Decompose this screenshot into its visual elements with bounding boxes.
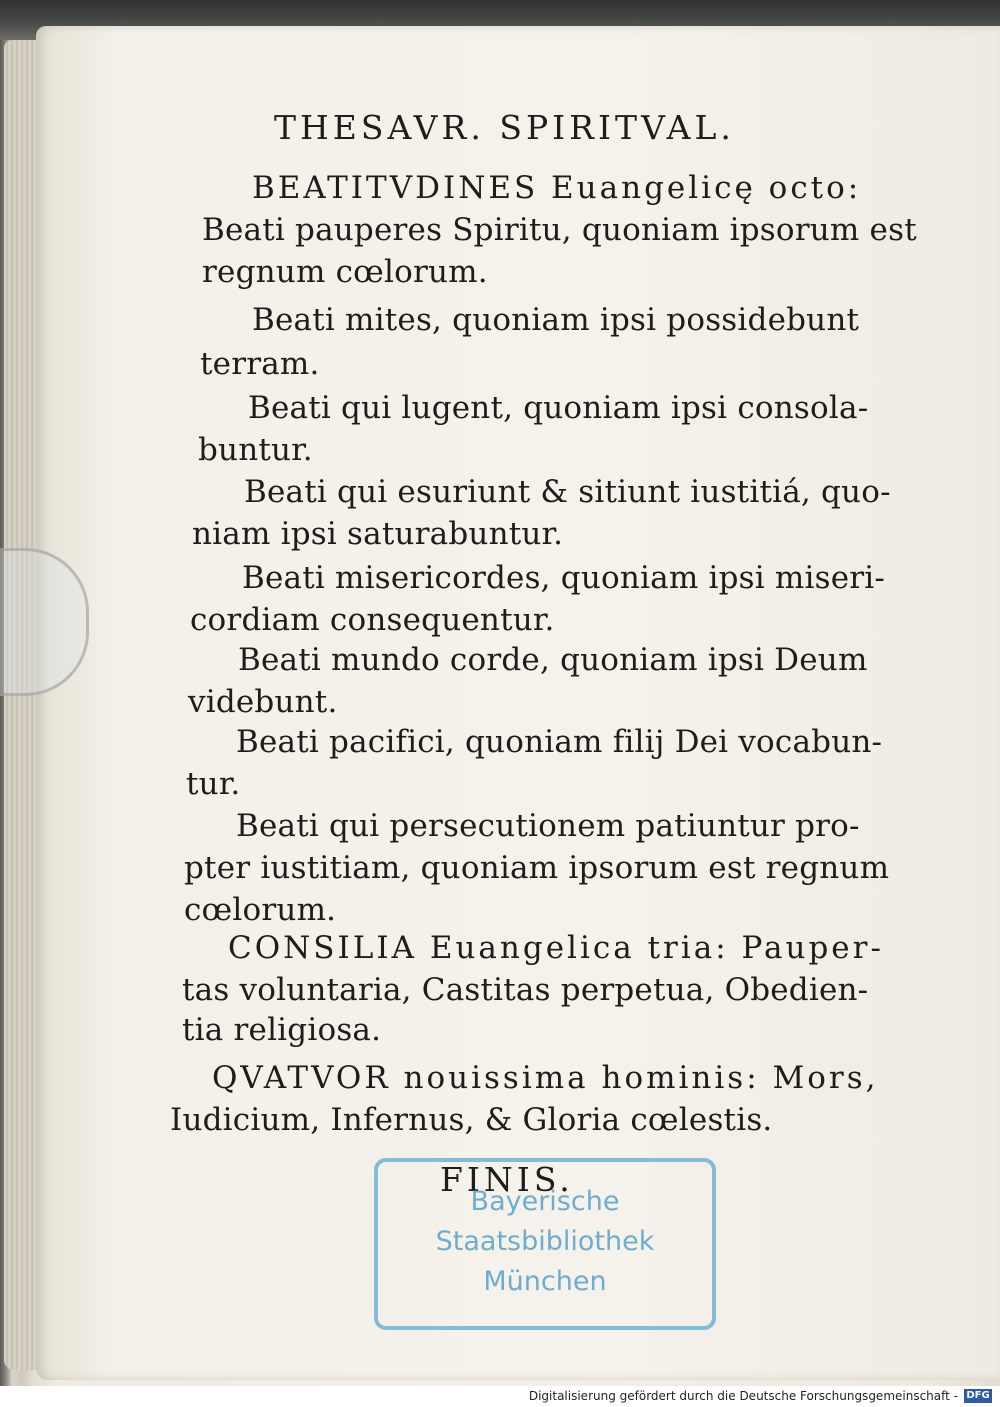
text-line: Beati misericordes, quoniam ipsi miseri- xyxy=(242,560,886,596)
text-line: Beati mundo corde, quoniam ipsi Deum xyxy=(238,642,868,678)
text-line: Beati qui persecutionem patiuntur pro- xyxy=(236,808,860,844)
text-line: tas voluntaria, Castitas perpetua, Obedien- xyxy=(182,972,869,1008)
text-line: niam ipsi saturabuntur. xyxy=(192,516,564,552)
stamp-line: Bayerische xyxy=(470,1186,620,1217)
text-line: cordiam consequentur. xyxy=(190,602,555,638)
text-line: regnum cœlorum. xyxy=(202,254,488,290)
dfg-logo-icon: DFG xyxy=(964,1389,992,1403)
text-line: CONSILIA Euangelica tria: Pauper- xyxy=(228,930,884,966)
text-line: tur. xyxy=(186,766,241,802)
footer-credit: Digitalisierung gefördert durch die Deutsche Forschungsgemeinschaft - xyxy=(528,1389,958,1403)
stamp-line: Staatsbibliothek xyxy=(435,1226,655,1257)
text-line: videbunt. xyxy=(188,684,338,720)
text-line: Beati qui esuriunt & sitiunt iustitiá, quo- xyxy=(244,474,891,510)
text-line: BEATITVDINES Euangelicę octo: xyxy=(252,170,862,206)
text-line: Beati mites, quoniam ipsi possidebunt xyxy=(252,302,860,338)
text-line: cœlorum. xyxy=(184,892,337,928)
library-stamp xyxy=(374,1158,716,1330)
text-line: Beati qui lugent, quoniam ipsi consola- xyxy=(248,390,869,426)
running-header: THESAVR. SPIRITVAL. xyxy=(274,108,735,147)
text-line: terram. xyxy=(200,346,320,382)
text-line: QVATVOR nouissima hominis: Mors, xyxy=(212,1060,879,1096)
finis-line: FINIS. xyxy=(440,1160,574,1199)
text-line: pter iustitiam, quoniam ipsorum est regnum xyxy=(184,850,890,886)
text-line: Beati pauperes Spiritu, quoniam ipsorum est xyxy=(202,212,917,248)
text-line: buntur. xyxy=(198,432,313,468)
stamp-line: München xyxy=(483,1266,607,1297)
text-line: tia religiosa. xyxy=(182,1012,382,1048)
text-line: Iudicium, Infernus, & Gloria cœlestis. xyxy=(170,1102,773,1138)
digitization-footer xyxy=(0,1386,1000,1407)
text-line: Beati pacifici, quoniam filij Dei vocabun- xyxy=(236,724,883,760)
page-edges xyxy=(4,40,38,1370)
